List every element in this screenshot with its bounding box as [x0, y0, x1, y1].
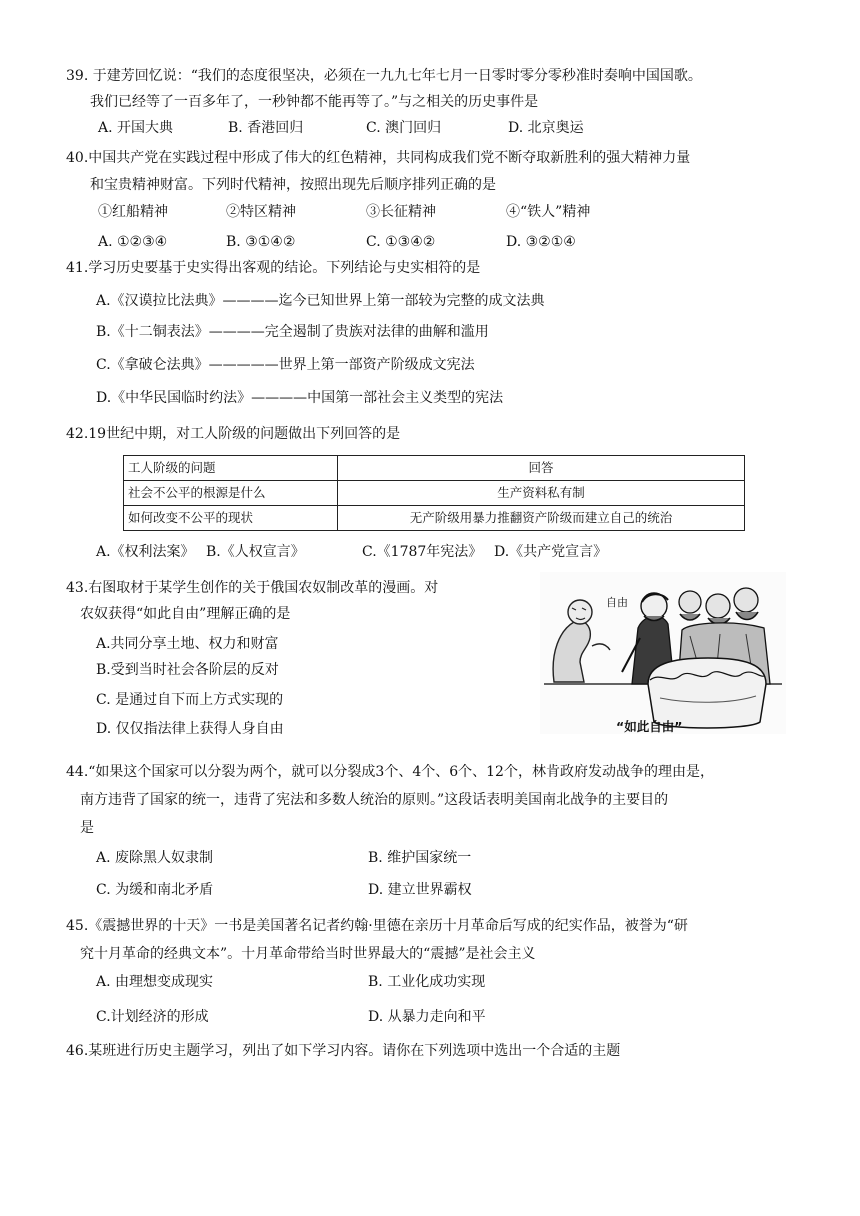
q45-stem-line1: 45.《震撼世界的十天》一书是美国著名记者约翰·里德在亲历十月革命后写成的纪实作品，被誉为“研 — [66, 918, 688, 934]
table-header-cell: 回答 — [338, 456, 745, 481]
q44-option-a: A. 废除黑人奴隶制 — [96, 850, 214, 866]
q42-option-c: C.《1787年宪法》 — [362, 544, 483, 560]
serf-reform-cartoon — [540, 572, 786, 734]
q44-option-c: C. 为缓和南北矛盾 — [96, 882, 214, 898]
q43-option-d: D. 仅仅指法律上获得人身自由 — [96, 721, 284, 737]
table-row — [124, 456, 745, 481]
q42-option-d: D.《共产党宣言》 — [494, 544, 608, 560]
q45-option-a: A. 由理想变成现实 — [96, 974, 214, 990]
q39-option-a: A. 开国大典 — [98, 120, 174, 136]
q42-option-b: B.《人权宣言》 — [206, 544, 305, 560]
table-cell: 社会不公平的根源是什么 — [124, 481, 338, 506]
table-row — [124, 481, 745, 506]
q45-option-c: C.计划经济的形成 — [96, 1009, 209, 1025]
table-cell: 如何改变不公平的现状 — [124, 506, 338, 531]
table-header-cell: 工人阶级的问题 — [124, 456, 338, 481]
q39-option-d: D. 北京奥运 — [508, 120, 584, 136]
q44-stem-line2: 南方违背了国家的统一，违背了宪法和多数人统治的原则。”这段话表明美国南北战争的主要目的 — [80, 792, 669, 808]
table-cell: 无产阶级用暴力推翻资产阶级而建立自己的统治 — [338, 506, 745, 531]
q46-stem: 46.某班进行历史主题学习，列出了如下学习内容。请你在下列选项中选出一个合适的主题 — [66, 1043, 621, 1059]
cartoon-label-freedom: 自由 — [606, 596, 628, 609]
q41-option-b: B.《十二铜表法》————完全遏制了贵族对法律的曲解和滥用 — [96, 324, 489, 340]
q40-option-c: C. ①③④② — [366, 234, 436, 250]
q39-stem-line1: 39. 于建芳回忆说：“我们的态度很坚决，必须在一九九七年七月一日零时零分零秒准时奏响中国国歌。 — [66, 68, 702, 84]
q40-option-d: D. ③②①④ — [506, 234, 576, 250]
q40-option-b: B. ③①④② — [226, 234, 296, 250]
q39-option-b: B. 香港回归 — [228, 120, 304, 136]
q41-stem: 41.学习历史要基于史实得出客观的结论。下列结论与史实相符的是 — [66, 260, 481, 276]
q43-option-c: C. 是通过自下而上方式实现的 — [96, 692, 284, 708]
q40-stem-line2: 和宝贵精神财富。下列时代精神，按照出现先后顺序排列正确的是 — [90, 177, 496, 193]
q43-stem-line2: 农奴获得“如此自由”理解正确的是 — [80, 606, 291, 622]
q44-stem-line3: 是 — [80, 820, 94, 836]
q43-stem-line1: 43.右图取材于某学生创作的关于俄国农奴制改革的漫画。对 — [66, 580, 439, 596]
q39-option-c: C. 澳门回归 — [366, 120, 442, 136]
table-cell: 生产资料私有制 — [338, 481, 745, 506]
q39-stem-line2: 我们已经等了一百多年了，一秒钟都不能再等了。”与之相关的历史事件是 — [90, 94, 539, 110]
q41-option-c: C.《拿破仑法典》—————世界上第一部资产阶级成文宪法 — [96, 357, 475, 373]
q41-option-d: D.《中华民国临时约法》————中国第一部社会主义类型的宪法 — [96, 390, 504, 406]
q42-answer-table — [123, 455, 745, 531]
q40-item-2: ②特区精神 — [226, 204, 296, 220]
q44-stem-line1: 44.“如果这个国家可以分裂为两个，就可以分裂成3个、4个、6个、12个，林肯政府发动战争的理由是， — [66, 764, 714, 780]
q40-item-3: ③长征精神 — [366, 204, 436, 220]
q40-item-1: ①红船精神 — [98, 204, 168, 220]
table-row — [124, 506, 745, 531]
cartoon-caption: “如此自由” — [616, 719, 683, 734]
q43-option-a: A.共同分享土地、权力和财富 — [96, 636, 279, 652]
q40-option-a: A. ①②③④ — [98, 234, 168, 250]
q41-option-a: A.《汉谟拉比法典》————迄今已知世界上第一部较为完整的成文法典 — [96, 293, 545, 309]
q45-option-d: D. 从暴力走向和平 — [368, 1009, 486, 1025]
q45-stem-line2: 究十月革命的经典文本”。十月革命带给当时世界最大的“震撼”是社会主义 — [80, 946, 536, 962]
q42-stem: 42.19世纪中期，对工人阶级的问题做出下列回答的是 — [66, 426, 401, 442]
q43-option-b: B.受到当时社会各阶层的反对 — [96, 662, 279, 678]
q40-item-4: ④“铁人”精神 — [506, 204, 591, 220]
q45-option-b: B. 工业化成功实现 — [368, 974, 486, 990]
q40-stem-line1: 40.中国共产党在实践过程中形成了伟大的红色精神，共同构成我们党不断夺取新胜利的强大精神力量 — [66, 150, 691, 166]
q42-option-a: A.《权利法案》 — [96, 544, 195, 560]
q44-option-b: B. 维护国家统一 — [368, 850, 472, 866]
q44-option-d: D. 建立世界霸权 — [368, 882, 472, 898]
